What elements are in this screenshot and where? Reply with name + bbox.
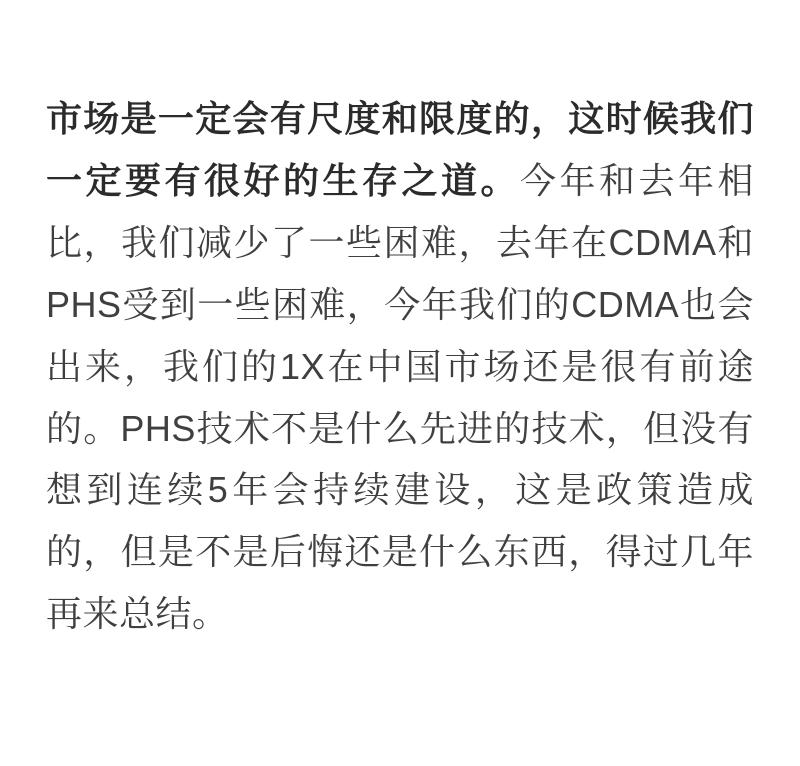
- quote-lead-sentence: 市场是一定会有尺度和限度的，这时候我们一定要有很好的生存之道。: [46, 98, 754, 201]
- quote-paragraph: [46, 88, 754, 645]
- quote-body-sentence: 今年和去年相比，我们减少了一些困难，去年在CDMA和PHS受到一些困难，今年我们的CDMA也会出来，我们的1X在中国市场还是很有前途的。PHS技术不是什么先进的技术，但没有想到连续5年会持续建设，这是政策造成的，但是不是后悔还是什么东西，得过几年再来总结。: [46, 159, 754, 635]
